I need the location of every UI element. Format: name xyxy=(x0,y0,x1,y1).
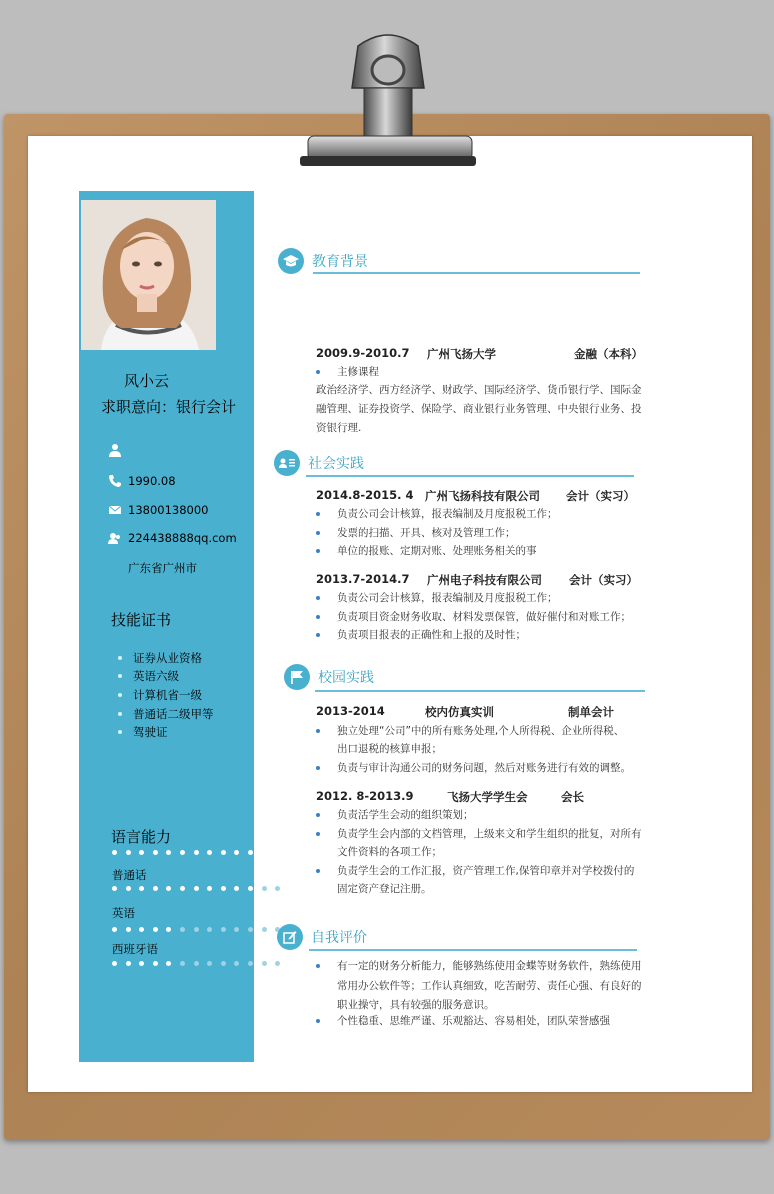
level-dot xyxy=(126,886,131,891)
level-dot xyxy=(221,886,226,891)
level-dot xyxy=(275,850,280,855)
level-dot xyxy=(166,850,171,855)
job-company: 广州飞扬科技有限公司 xyxy=(425,489,540,503)
edu-school: 广州飞扬大学 xyxy=(427,347,496,361)
mail-icon xyxy=(108,503,122,517)
divider xyxy=(315,690,645,692)
level-dot xyxy=(262,927,267,932)
id-card-icon xyxy=(279,457,295,469)
level-dot xyxy=(153,927,158,932)
job-item: 负责公司会计核算，报表编制及月度报税工作； xyxy=(337,505,558,523)
level-dot xyxy=(139,850,144,855)
level-dot xyxy=(126,961,131,966)
level-dot xyxy=(194,886,199,891)
level-dot xyxy=(207,961,212,966)
job-period: 2013-2014 xyxy=(316,704,385,718)
level-dot xyxy=(139,927,144,932)
level-dot xyxy=(194,961,199,966)
section-title: 校园实践 xyxy=(318,670,374,686)
level-dot xyxy=(248,927,253,932)
job-item: 负责学生会内部的文档管理，上级来文和学生组织的批复，对所有 文件资料的各项工作； xyxy=(337,825,642,861)
level-dot xyxy=(166,886,171,891)
level-dot xyxy=(234,927,239,932)
section-title: 社会实践 xyxy=(308,456,364,472)
level-dot xyxy=(126,927,131,932)
self-item: 个性稳重、思维严谨、乐观豁达、容易相处，团队荣誉感强 xyxy=(337,1012,610,1030)
info-address xyxy=(128,560,197,576)
level-dot xyxy=(139,886,144,891)
job-item: 发票的扫描、开具、核对及管理工作； xyxy=(337,524,516,542)
candidate-name: 风小云 xyxy=(124,372,170,390)
edu-major: 金融（本科） xyxy=(574,347,643,361)
self-item: 有一定的财务分析能力，能够熟练使用金蝶等财务软件，熟练使用 常用办公软件等；工作认真细致，吃苦耐劳、责任心强、有良好的 职业操守，具有较强的服务意识。 xyxy=(337,957,642,1016)
job-company: 校内仿真实训 xyxy=(425,705,494,719)
education-header xyxy=(278,248,368,274)
level-dot xyxy=(112,850,117,855)
self-eval-header xyxy=(277,924,367,950)
graduation-cap-icon xyxy=(283,254,299,268)
level-dot xyxy=(275,961,280,966)
edit-icon xyxy=(283,930,297,944)
course-label: 主修课程 xyxy=(337,363,379,381)
campus-header xyxy=(284,664,374,690)
job-role: 会计（实习） xyxy=(569,573,638,587)
level-dot xyxy=(194,927,199,932)
language-level-dots xyxy=(112,886,280,891)
language-name: 西班牙语 xyxy=(112,942,158,956)
level-dot xyxy=(153,886,158,891)
courses-line: 融管理、证券投资学、保险学、商业银行业务管理、中央银行业务、投 xyxy=(316,403,642,415)
language-name: 普通话 xyxy=(112,868,147,882)
job-period: 2012. 8-2013.9 xyxy=(316,789,414,803)
job-item: 负责学生会的工作汇报，资产管理工作,保管印章并对学校拨付的 固定资产登记注册。 xyxy=(337,862,634,898)
language-level-dots xyxy=(112,850,280,855)
profile-photo xyxy=(81,200,216,350)
job-item: 负责项目报表的正确性和上报的及时性； xyxy=(337,626,526,644)
level-dot xyxy=(180,850,185,855)
level-dot xyxy=(234,961,239,966)
binder-clip-icon xyxy=(300,28,476,178)
divider xyxy=(309,949,637,951)
divider xyxy=(313,272,640,274)
info-user xyxy=(108,443,122,457)
info-birth xyxy=(108,474,176,488)
level-dot xyxy=(221,850,226,855)
skill-item: 英语六级 xyxy=(118,668,179,684)
level-dot xyxy=(221,961,226,966)
level-dot xyxy=(221,927,226,932)
section-title: 自我评价 xyxy=(311,930,367,946)
birth-date: 1990.08 xyxy=(128,474,176,488)
skill-item: 计算机省一级 xyxy=(118,687,202,703)
level-dot xyxy=(112,927,117,932)
social-header xyxy=(274,450,364,476)
job-item: 负责项目资金财务收取、材料发票保管，做好催付和对账工作； xyxy=(337,608,631,626)
user-icon xyxy=(108,443,122,457)
courses-line: 政治经济学、西方经济学、财政学、国际经济学、货币银行学、国际金 xyxy=(316,384,642,396)
job-item: 单位的报账、定期对账、处理账务相关的事 xyxy=(337,542,537,560)
job-item: 负责活学生会动的组织策划； xyxy=(337,806,474,824)
level-dot xyxy=(126,850,131,855)
level-dot xyxy=(180,886,185,891)
level-dot xyxy=(207,927,212,932)
skill-item: 驾驶证 xyxy=(118,724,168,740)
info-qq xyxy=(108,531,237,545)
divider xyxy=(306,475,634,477)
job-role: 会长 xyxy=(561,790,584,804)
level-dot xyxy=(262,850,267,855)
job-period: 2014.8-2015. 4 xyxy=(316,488,414,502)
level-dot xyxy=(180,927,185,932)
level-dot xyxy=(112,886,117,891)
level-dot xyxy=(207,886,212,891)
level-dot xyxy=(180,961,185,966)
phone-icon xyxy=(108,474,122,488)
level-dot xyxy=(153,850,158,855)
level-dot xyxy=(234,886,239,891)
level-dot xyxy=(248,886,253,891)
job-item: 负责公司会计核算，报表编制及月度报税工作； xyxy=(337,589,558,607)
level-dot xyxy=(153,961,158,966)
skill-item: 普通话二级甲等 xyxy=(118,706,214,722)
job-intention: 求职意向：银行会计 xyxy=(101,398,237,416)
skills-title: 技能证书 xyxy=(111,611,172,629)
flag-icon xyxy=(290,670,304,684)
level-dot xyxy=(248,961,253,966)
job-company: 广州电子科技有限公司 xyxy=(427,573,542,587)
level-dot xyxy=(234,850,239,855)
level-dot xyxy=(262,886,267,891)
language-title: 语言能力 xyxy=(111,828,172,846)
job-role: 制单会计 xyxy=(568,705,614,719)
job-item: 独立处理“公司”中的所有账务处理,个人所得税、企业所得税、 出口退税的核算申报； xyxy=(337,722,624,758)
address: 广东省广州市 xyxy=(128,561,197,575)
language-level-dots xyxy=(112,961,280,966)
skill-item: 证券从业资格 xyxy=(118,650,202,666)
level-dot xyxy=(207,850,212,855)
edu-period: 2009.9-2010.7 xyxy=(316,346,410,360)
level-dot xyxy=(139,961,144,966)
level-dot xyxy=(112,961,117,966)
info-phone xyxy=(108,503,208,517)
courses-line: 资银行理. xyxy=(316,422,362,434)
language-name: 英语 xyxy=(112,906,135,920)
level-dot xyxy=(275,886,280,891)
job-period: 2013.7-2014.7 xyxy=(316,572,410,586)
level-dot xyxy=(166,927,171,932)
qq-email: 224438888qq.com xyxy=(128,531,237,545)
phone-number: 13800138000 xyxy=(128,503,209,517)
job-company: 飞扬大学学生会 xyxy=(447,790,528,804)
qq-icon xyxy=(108,531,122,545)
level-dot xyxy=(262,961,267,966)
job-role: 会计（实习） xyxy=(566,489,635,503)
section-title: 教育背景 xyxy=(312,254,368,270)
job-item: 负责与审计沟通公司的财务问题，然后对账务进行有效的调整。 xyxy=(337,759,631,777)
level-dot xyxy=(194,850,199,855)
language-level-dots xyxy=(112,927,280,932)
level-dot xyxy=(248,850,253,855)
level-dot xyxy=(166,961,171,966)
